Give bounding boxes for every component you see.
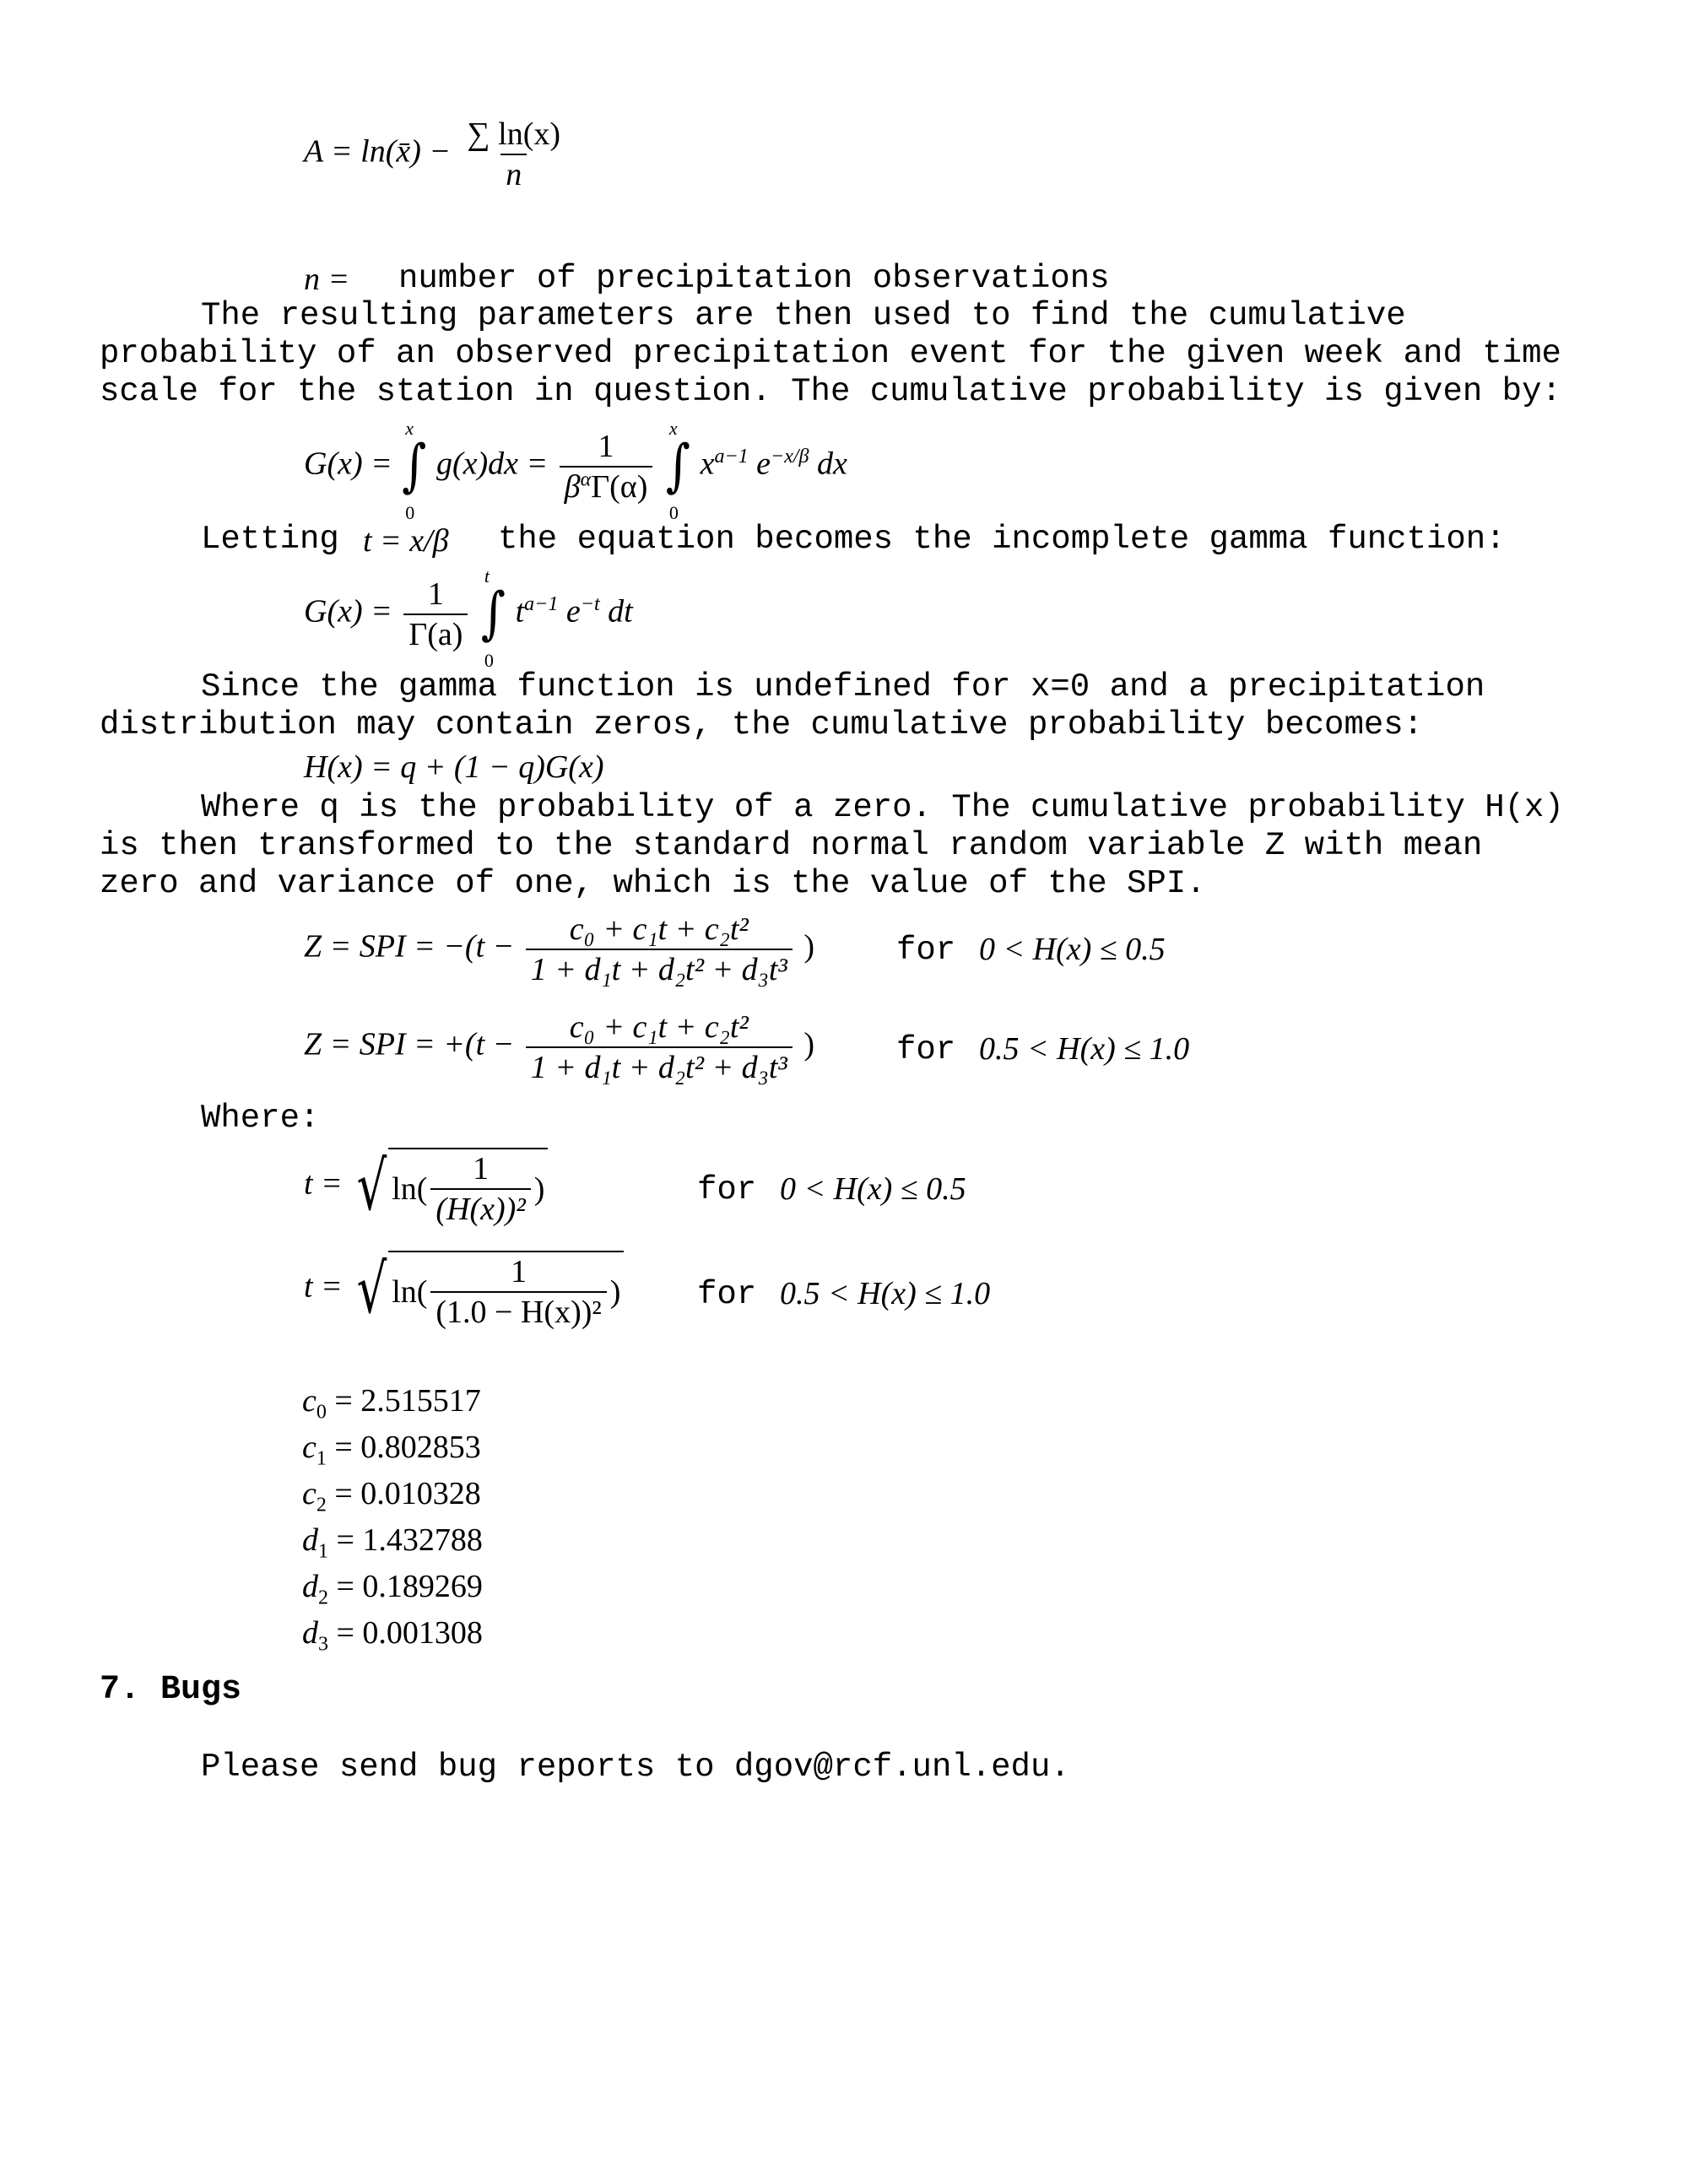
formula-z2	[304, 1011, 814, 1084]
formula-t2-lhs: t =	[304, 1268, 343, 1305]
formula-t1-close: )	[533, 1171, 545, 1207]
formula-g2-exp: e	[565, 593, 581, 630]
sqrt-icon: √	[356, 1147, 387, 1225]
formula-a-lhs: A = ln(x̄) −	[304, 133, 452, 170]
formula-g1-dx: dx	[816, 446, 847, 482]
formula-z1-for: for	[896, 932, 956, 969]
formula-z1	[304, 913, 814, 986]
constant-value: = 0.189269	[336, 1569, 483, 1604]
constant-subscript: 1	[316, 1447, 327, 1470]
paragraph-3-line-2: is then transformed to the standard normal random variable Z with mean	[100, 827, 1483, 864]
constant-subscript: 2	[316, 1494, 327, 1516]
letting-post: the equation becomes the incomplete gamma function:	[498, 521, 1506, 558]
formula-z2-close: )	[803, 1026, 814, 1062]
paragraph-1-line-2: probability of an observed precipitation event for the given week and time	[100, 335, 1561, 372]
section-heading: 7. Bugs	[100, 1671, 242, 1709]
formula-g1-mid: g(x)dx =	[436, 446, 549, 482]
integral-upper-limit: x	[405, 418, 414, 439]
formula-z1-condition: 0 < H(x) ≤ 0.5	[979, 932, 1166, 967]
sqrt-icon: √	[356, 1250, 387, 1328]
integral-upper-limit: t	[484, 565, 490, 587]
constant-value: = 0.010328	[334, 1476, 481, 1511]
formula-z1-close: )	[803, 928, 814, 965]
bug-report-text: Please send bug reports to dgov@rcf.unl.edu.	[201, 1749, 1070, 1786]
formula-z1-lhs: Z = SPI = −(t −	[304, 928, 515, 965]
formula-t2	[304, 1251, 624, 1328]
integral-icon: ∫	[665, 433, 691, 500]
constant-name: d	[302, 1615, 318, 1651]
formula-g1-den-gamma: Γ(α)	[591, 469, 648, 505]
formula-t2-sqrt	[350, 1251, 624, 1328]
formula-h: H(x) = q + (1 − q)G(x)	[304, 749, 604, 785]
constant-subscript: 1	[318, 1540, 328, 1563]
constant-name: c	[302, 1476, 316, 1511]
formula-g2-fraction	[403, 578, 468, 651]
formula-a-denominator: n	[500, 154, 527, 191]
constant-name: d	[302, 1569, 318, 1604]
formula-t1-ln: ln(	[392, 1171, 428, 1207]
formula-z2-numerator: c₀ + c₁t + c₂t²	[569, 1009, 749, 1045]
formula-g2	[304, 565, 633, 671]
constant-row	[302, 1382, 481, 1424]
constant-row	[302, 1475, 481, 1516]
integral-lower-limit: 0	[405, 502, 415, 523]
formula-t1-sqrt	[350, 1148, 548, 1225]
integral-lower-limit: 0	[668, 502, 679, 523]
formula-g2-integrand: t	[515, 593, 525, 630]
constant-name: c	[302, 1383, 316, 1419]
paragraph-1-line-3: scale for the station in question. The cumulative probability is given by:	[100, 373, 1561, 410]
constant-value: = 2.515517	[334, 1383, 481, 1419]
formula-g1-integrand: x	[700, 446, 715, 482]
paragraph-3-line-1: Where q is the probability of a zero. The cumulative probability H(x)	[201, 789, 1564, 826]
integral-icon: ∫	[480, 581, 506, 647]
formula-g1-denominator	[560, 466, 653, 503]
integral-lower-limit: 0	[484, 650, 494, 671]
formula-z1-denominator: 1 + d₁t + d₂t² + d₃t³	[526, 949, 793, 986]
formula-t1-denominator: (H(x))²	[430, 1188, 530, 1225]
formula-g1-exp-sup: −x/β	[771, 446, 809, 468]
n-description: number of precipitation observations	[398, 260, 1110, 297]
constant-row	[302, 1614, 483, 1656]
formula-t2-condition: 0.5 < H(x) ≤ 1.0	[780, 1276, 991, 1311]
formula-a	[304, 118, 569, 191]
formula-z2-lhs: Z = SPI = +(t −	[304, 1026, 515, 1062]
formula-g2-denominator: Γ(a)	[403, 614, 468, 651]
formula-g1-lhs: G(x) =	[304, 446, 392, 482]
constant-name: c	[302, 1430, 316, 1465]
paragraph-2-line-1: Since the gamma function is undefined for x=0 and a precipitation	[201, 668, 1485, 705]
formula-z1-numerator: c₀ + c₁t + c₂t²	[569, 911, 749, 947]
formula-z2-for: for	[896, 1031, 956, 1068]
formula-g2-lhs: G(x) =	[304, 593, 392, 630]
formula-g1-exp: e	[756, 446, 771, 482]
paragraph-3-line-3: zero and variance of one, which is the value of the SPI.	[100, 865, 1206, 902]
formula-t2-for: for	[697, 1276, 757, 1313]
formula-t2-close: )	[609, 1274, 621, 1310]
where-label: Where:	[201, 1100, 320, 1137]
formula-t1-condition: 0 < H(x) ≤ 0.5	[780, 1171, 966, 1207]
formula-g1-integrand-sup: a−1	[714, 446, 749, 468]
paragraph-1-line-1: The resulting parameters are then used to find the cumulative	[201, 297, 1406, 334]
formula-g1-den-sup: α	[580, 468, 592, 491]
formula-t1	[304, 1148, 548, 1225]
letting-math: t = x/β	[363, 523, 449, 559]
formula-z2-condition: 0.5 < H(x) ≤ 1.0	[979, 1031, 1190, 1067]
paragraph-2-line-2: distribution may contain zeros, the cumulative probability becomes:	[100, 706, 1424, 743]
constant-row	[302, 1568, 483, 1609]
constant-subscript: 0	[316, 1401, 327, 1424]
formula-t2-ln: ln(	[392, 1274, 428, 1310]
constant-subscript: 2	[318, 1587, 328, 1609]
constant-value: = 1.432788	[336, 1522, 483, 1558]
constant-row	[302, 1522, 483, 1563]
n-label: n =	[304, 262, 350, 297]
formula-g2-numerator: 1	[427, 576, 444, 612]
formula-g1-den-beta: β	[564, 469, 581, 505]
formula-g1-fraction	[560, 430, 653, 503]
formula-z1-fraction	[526, 913, 793, 986]
formula-z2-fraction	[526, 1011, 793, 1084]
formula-g2-integrand-sup: a−1	[524, 593, 559, 616]
formula-g2-exp-sup: −t	[580, 593, 600, 616]
formula-a-numerator: ∑ ln(x)	[467, 116, 561, 152]
constant-name: d	[302, 1522, 318, 1558]
constant-subscript: 3	[318, 1633, 328, 1656]
formula-a-fraction	[463, 118, 565, 191]
formula-t2-fraction	[430, 1256, 606, 1328]
formula-t1-numerator: 1	[473, 1151, 490, 1187]
formula-g2-dt: dt	[608, 593, 633, 630]
constant-row	[302, 1429, 481, 1470]
formula-g1-numerator: 1	[598, 429, 614, 464]
constant-value: = 0.001308	[336, 1615, 483, 1651]
letting-pre: Letting	[201, 521, 339, 558]
formula-t1-lhs: t =	[304, 1165, 343, 1202]
formula-t1-fraction	[430, 1153, 530, 1225]
integral-upper-limit: x	[668, 418, 678, 439]
formula-z2-denominator: 1 + d₁t + d₂t² + d₃t³	[526, 1046, 793, 1084]
constant-value: = 0.802853	[334, 1430, 481, 1465]
formula-t1-for: for	[697, 1171, 757, 1208]
integral-icon: ∫	[402, 433, 427, 500]
formula-t2-numerator: 1	[511, 1254, 528, 1289]
formula-g1	[304, 418, 847, 523]
formula-t2-denominator: (1.0 − H(x))²	[430, 1291, 606, 1328]
